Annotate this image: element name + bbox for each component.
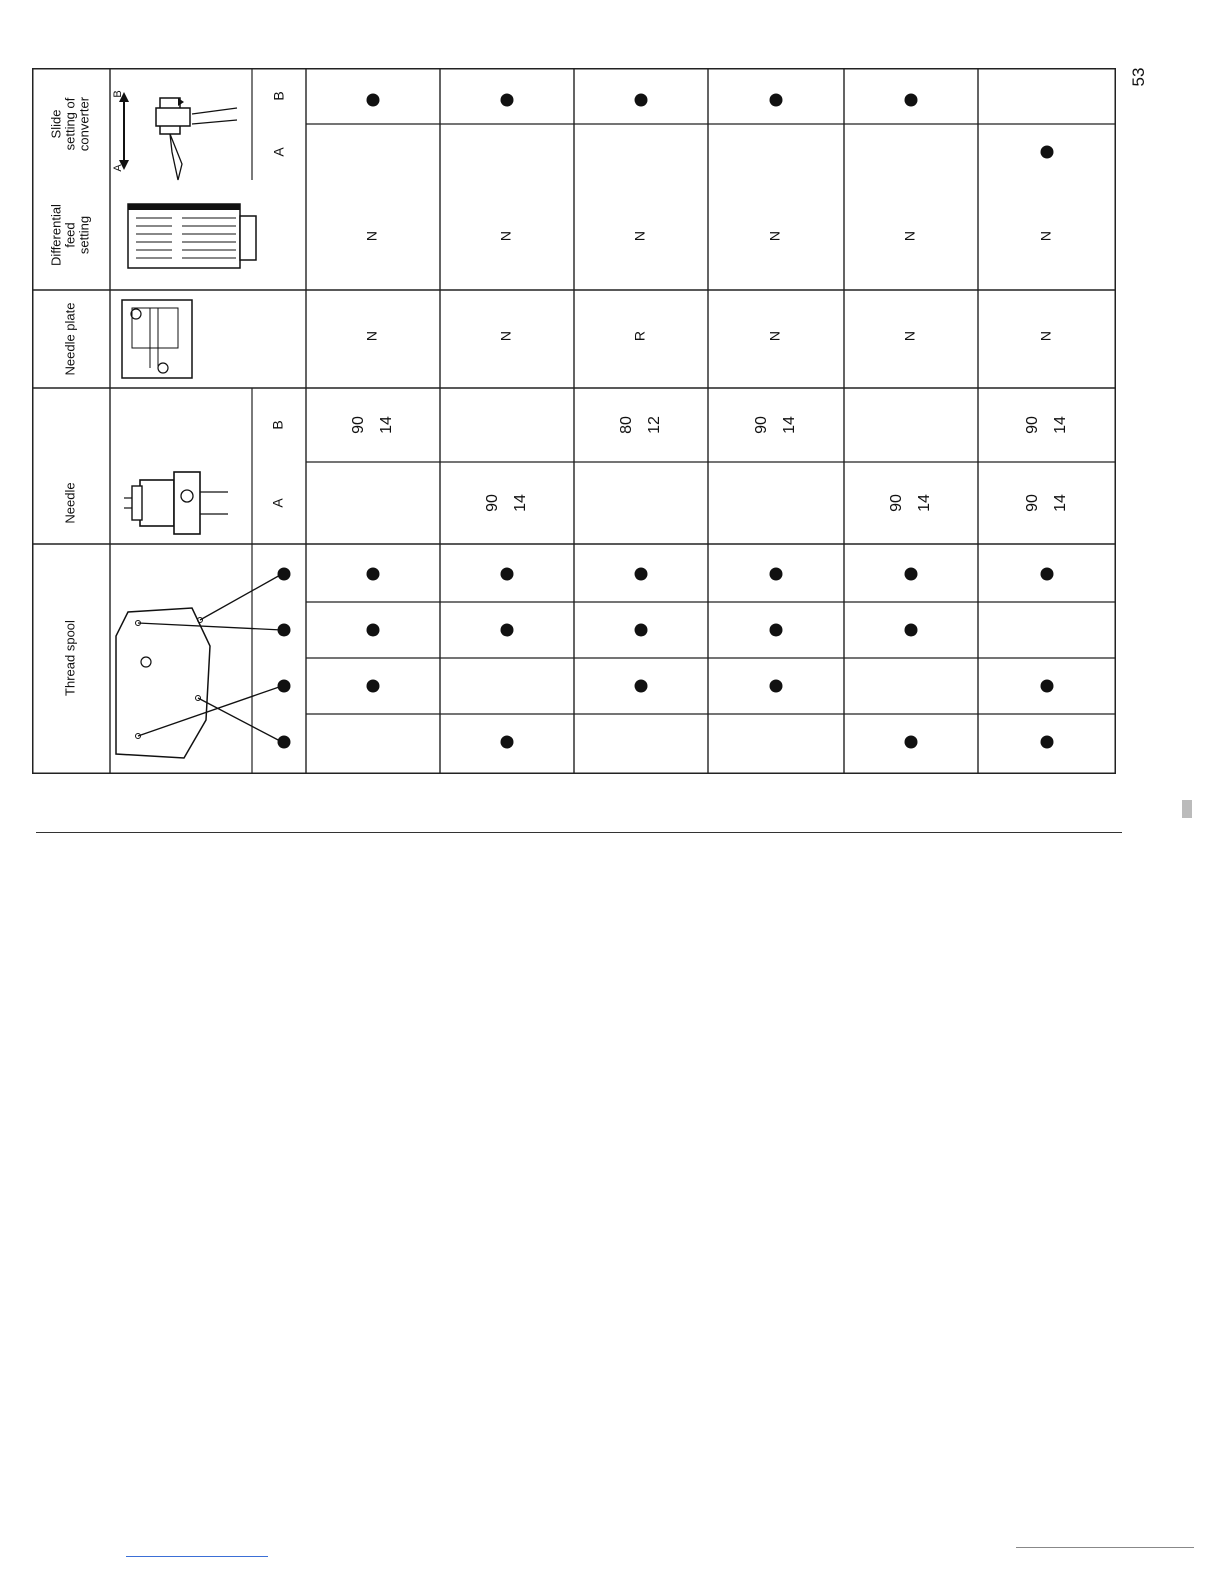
page-number: 53 (1129, 67, 1148, 87)
needle-a-size: 90 (888, 494, 906, 512)
differential-header-label: setting (76, 215, 92, 255)
differential-value: N (901, 230, 918, 242)
needle-plate-icon (122, 300, 192, 378)
spool-header-dot (278, 736, 291, 749)
slide-header-label: converter (76, 96, 92, 152)
needle-b-label: B (269, 420, 286, 430)
needle-b-size: 80 (618, 416, 636, 434)
slide-b-dot (367, 94, 380, 107)
spool-header-dot (278, 624, 291, 637)
slide-header-label: Slide (48, 109, 64, 139)
settings-table-svg (32, 68, 1116, 774)
needle-b-size: 90 (350, 416, 368, 434)
differential-value: N (766, 230, 783, 242)
spool-dot (501, 568, 514, 581)
spool-header-dot (278, 568, 291, 581)
blue-underline (126, 1556, 268, 1557)
settings-table (32, 68, 1116, 774)
spool-dot (905, 568, 918, 581)
horizontal-rule (36, 832, 1122, 833)
needle-b-size: 14 (378, 416, 396, 434)
needle-a-size: 90 (484, 494, 502, 512)
needle-plate-header-label: Needle plate (62, 302, 78, 376)
spool-dot (501, 624, 514, 637)
needle-plate-value: R (631, 330, 648, 342)
differential-value: N (631, 230, 648, 242)
arrow-a-label: A (111, 164, 124, 172)
differential-value: N (363, 230, 380, 242)
spool-header-dot (278, 680, 291, 693)
needle-plate-value: N (363, 330, 380, 342)
slide-a-label: A (270, 147, 287, 157)
spool-dot (635, 568, 648, 581)
needle-a-size: 14 (916, 494, 934, 512)
slide-b-dot (635, 94, 648, 107)
spool-dot (501, 736, 514, 749)
needle-b-size: 90 (1024, 416, 1042, 434)
slide-a-dot (1041, 146, 1054, 159)
spool-dot (905, 736, 918, 749)
thread-spool-header-label: Thread spool (62, 620, 78, 696)
differential-feed-dial-icon (128, 204, 256, 268)
needle-b-size: 12 (646, 416, 664, 434)
spool-dot (1041, 736, 1054, 749)
scan-artifact (1182, 800, 1192, 818)
spool-dot (770, 680, 783, 693)
arrow-b-label: B (111, 90, 124, 98)
slide-header-label: setting of (62, 97, 78, 151)
needle-b-size: 90 (753, 416, 771, 434)
spool-dot (1041, 680, 1054, 693)
differential-value: N (1037, 230, 1054, 242)
needle-plate-value: N (497, 330, 514, 342)
spool-dot (1041, 568, 1054, 581)
spool-dot (635, 624, 648, 637)
spool-dot (367, 624, 380, 637)
spool-dot (367, 680, 380, 693)
slide-b-dot (501, 94, 514, 107)
needle-b-size: 14 (1052, 416, 1070, 434)
spool-dot (770, 568, 783, 581)
slide-b-label: B (270, 91, 287, 101)
needle-plate-value: N (901, 330, 918, 342)
needle-clamp-icon (124, 472, 228, 534)
differential-header-label: Differential (48, 204, 64, 266)
differential-header-label: feed (62, 222, 78, 248)
spool-dot (367, 568, 380, 581)
thread-spool-diagram-icon (116, 574, 282, 758)
needle-plate-value: N (1037, 330, 1054, 342)
converter-slide-icon (119, 92, 237, 180)
needle-a-size: 14 (512, 494, 530, 512)
needle-a-label: A (269, 498, 286, 508)
needle-b-size: 14 (781, 416, 799, 434)
spool-dot (770, 624, 783, 637)
scan-artifact-line (1016, 1547, 1194, 1548)
needle-a-size: 90 (1024, 494, 1042, 512)
differential-value: N (497, 230, 514, 242)
slide-b-dot (770, 94, 783, 107)
needle-header-label: Needle (62, 482, 78, 524)
spool-dot (905, 624, 918, 637)
slide-b-dot (905, 94, 918, 107)
needle-plate-value: N (766, 330, 783, 342)
spool-dot (635, 680, 648, 693)
needle-a-size: 14 (1052, 494, 1070, 512)
